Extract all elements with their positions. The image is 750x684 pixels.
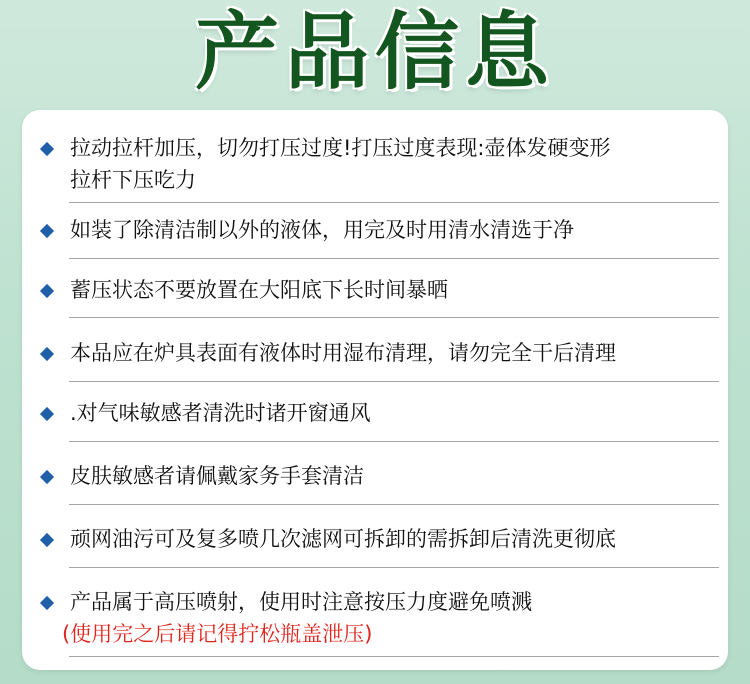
divider bbox=[69, 504, 719, 505]
page-title: 产品信息 bbox=[194, 3, 555, 101]
divider bbox=[69, 567, 719, 568]
info-item-3: 蓄压状态不要放置在大阳底下长时间暴晒 bbox=[70, 278, 448, 302]
bullet-diamond-icon bbox=[40, 596, 54, 610]
info-item-8-line-1: 产品属于高压喷射，使用时注意按压力度避免喷溅 bbox=[70, 590, 532, 614]
bullet-diamond-icon bbox=[40, 407, 54, 421]
info-item-8-note: (使用完之后请记得拧松瓶盖泄压) bbox=[62, 622, 373, 646]
info-item-1-line-2: 拉杆下压吃力 bbox=[70, 168, 196, 192]
divider bbox=[69, 441, 719, 442]
divider bbox=[69, 381, 719, 382]
divider bbox=[69, 317, 719, 318]
info-item-5: .对气味敏感者清洗时诸开窗通风 bbox=[70, 401, 371, 425]
divider bbox=[69, 656, 719, 657]
bullet-diamond-icon bbox=[40, 142, 54, 156]
bullet-diamond-icon bbox=[40, 224, 54, 238]
product-info-card bbox=[22, 110, 728, 670]
bullet-diamond-icon bbox=[40, 284, 54, 298]
info-item-6: 皮肤敏感者请佩戴家务手套清洁 bbox=[70, 464, 364, 488]
divider bbox=[69, 258, 719, 259]
bullet-diamond-icon bbox=[40, 347, 54, 361]
bullet-diamond-icon bbox=[40, 533, 54, 547]
info-item-7: 顽网油污可及复多喷几次滤网可拆卸的需拆卸后清洗更彻底 bbox=[70, 527, 616, 551]
info-item-1-line-1: 拉动拉杆加压，切勿打压过度!打压过度表现:壶体发硬变形 bbox=[70, 136, 611, 160]
divider bbox=[69, 202, 719, 203]
info-item-2: 如装了除清洁制以外的液体，用完及时用清水清选于净 bbox=[70, 218, 574, 242]
info-item-4: 本品应在炉具表面有液体时用湿布清理，请勿完全干后清理 bbox=[70, 341, 616, 365]
bullet-diamond-icon bbox=[40, 470, 54, 484]
